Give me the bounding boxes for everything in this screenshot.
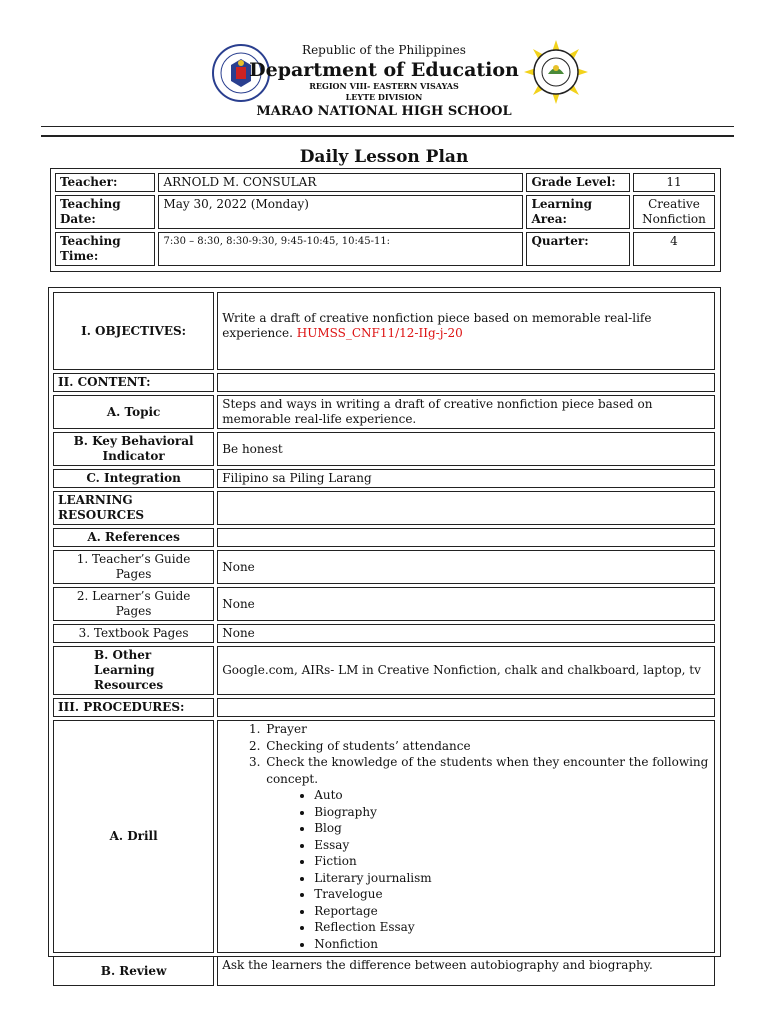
doc-title: Daily Lesson Plan — [299, 147, 469, 167]
procedures-row — [53, 698, 715, 717]
learners-guide-row — [53, 587, 715, 621]
header-rule-thick — [41, 135, 734, 137]
drill-concept: • Nonfiction — [314, 936, 710, 953]
info-row-time — [55, 232, 715, 266]
drill-concepts-list — [218, 787, 710, 952]
drill-row — [53, 720, 715, 953]
topic-value: Steps and ways in writing a draft of creative nonfiction piece based on memorable real-life experience. — [217, 395, 715, 429]
header-rule-thin — [41, 126, 734, 127]
republic-text: Republic of the Philippines — [302, 43, 466, 57]
drill-steps-list — [218, 721, 710, 787]
drill-concept: • Reflection Essay — [314, 919, 710, 936]
references-row — [53, 528, 715, 547]
drill-concept: • Biography — [314, 804, 710, 821]
region-text: REGION VIII- EASTERN VISAYAS — [309, 81, 459, 91]
textbook-label: 3. Textbook Pages — [53, 624, 214, 643]
other-resources-label: B. Other Learning Resources — [53, 646, 214, 695]
division-text: LEYTE DIVISION — [345, 92, 423, 102]
textbook-row — [53, 624, 715, 643]
quarter-label: Quarter: — [526, 232, 630, 266]
textbook-value: None — [217, 624, 715, 643]
integration-value: Filipino sa Piling Larang — [217, 469, 715, 488]
objectives-text: Write a draft of creative nonfiction piece based on memorable real-life experience. — [222, 311, 652, 340]
learning-resources-label: LEARNING RESOURCES — [53, 491, 214, 525]
drill-cell — [217, 720, 715, 953]
references-label: A. References — [53, 528, 214, 547]
teacher-label: Teacher: — [55, 173, 155, 192]
date-label: Teaching Date: — [55, 195, 155, 229]
topic-row — [53, 395, 715, 429]
drill-concept: • Essay — [314, 837, 710, 854]
drill-step: 3. Check the knowledge of the students when they encounter the following concept. — [264, 754, 710, 787]
topic-label: A. Topic — [53, 395, 214, 429]
references-value — [217, 528, 715, 547]
content-label: II. CONTENT: — [53, 373, 214, 392]
school-name: MARAO NATIONAL HIGH SCHOOL — [256, 104, 512, 119]
drill-concept: • Auto — [314, 787, 710, 804]
learning-resources-value — [217, 491, 715, 525]
drill-concept: • Blog — [314, 820, 710, 837]
content-row — [53, 373, 715, 392]
objectives-label: I. OBJECTIVES: — [53, 292, 214, 370]
learners-guide-value: None — [217, 587, 715, 621]
department-title: Department of Education — [249, 59, 519, 81]
other-resources-row — [53, 646, 715, 695]
time-value: 7:30 – 8:30, 8:30-9:30, 9:45-10:45, 10:45-11: — [158, 232, 523, 266]
quarter-value: 4 — [633, 232, 715, 266]
area-value: Creative Nonfiction — [633, 195, 715, 229]
procedures-value — [217, 698, 715, 717]
teacher-value: ARNOLD M. CONSULAR — [158, 173, 523, 192]
key-indicator-value: Be honest — [217, 432, 715, 466]
drill-step: 1. Prayer — [264, 721, 710, 738]
learners-guide-label: 2. Learner’s Guide Pages — [53, 587, 214, 621]
objectives-cell — [217, 292, 715, 370]
teachers-guide-row — [53, 550, 715, 584]
drill-concept: • Travelogue — [314, 886, 710, 903]
content-value — [217, 373, 715, 392]
drill-concept: • Literary journalism — [314, 870, 710, 887]
date-value: May 30, 2022 (Monday) — [158, 195, 523, 229]
area-label: Learning Area: — [526, 195, 630, 229]
grade-value: 11 — [633, 173, 715, 192]
grade-label: Grade Level: — [526, 173, 630, 192]
integration-row — [53, 469, 715, 488]
other-resources-value: Google.com, AIRs- LM in Creative Nonfiction, chalk and chalkboard, laptop, tv — [217, 646, 715, 695]
objectives-row — [53, 292, 715, 370]
objectives-code: HUMSS_CNF11/12-IIg-j-20 — [296, 326, 463, 340]
review-row — [53, 956, 715, 986]
info-row-date — [55, 195, 715, 229]
integration-label: C. Integration — [53, 469, 214, 488]
info-table — [52, 170, 718, 269]
learning-resources-row — [53, 491, 715, 525]
key-indicator-row — [53, 432, 715, 466]
key-indicator-label: B. Key Behavioral Indicator — [53, 432, 214, 466]
plan-table — [50, 289, 718, 989]
teachers-guide-label: 1. Teacher’s Guide Pages — [53, 550, 214, 584]
procedures-label: III. PROCEDURES: — [53, 698, 214, 717]
review-value: Ask the learners the difference between autobiography and biography. — [217, 956, 715, 986]
teachers-guide-value: None — [217, 550, 715, 584]
time-label: Teaching Time: — [55, 232, 155, 266]
info-row-teacher — [55, 173, 715, 192]
drill-label: A. Drill — [53, 720, 214, 953]
drill-step: 2. Checking of students’ attendance — [264, 738, 710, 755]
drill-concept: • Reportage — [314, 903, 710, 920]
review-label: B. Review — [53, 956, 214, 986]
drill-concept: • Fiction — [314, 853, 710, 870]
